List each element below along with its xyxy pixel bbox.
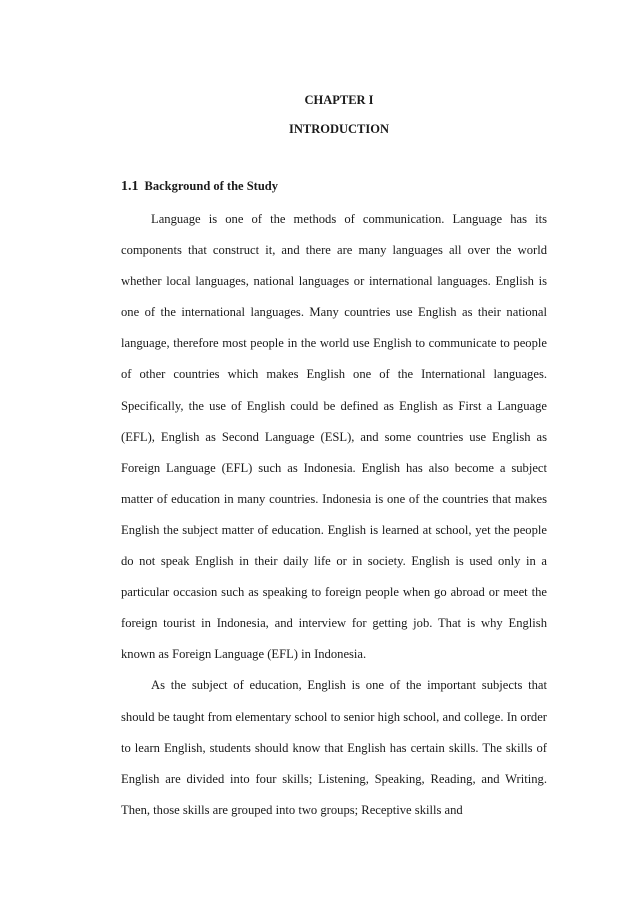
section-title: Background of the Study — [144, 179, 278, 193]
chapter-number: CHAPTER I — [304, 93, 374, 107]
section-heading — [121, 179, 278, 195]
paragraph: As the subject of education, English is one of the important subjects that should be taught from elementary school to senior high school, and college. In order to learn English, students should know that English has certain skills. The skills of English are divided into four skills; Listening, Speaking, Reading, and Writing. Then, those skills are grouped into two groups; Receptive skills and — [121, 678, 547, 817]
chapter-title: INTRODUCTION — [288, 122, 389, 136]
body-text — [121, 204, 547, 826]
section-number: 1.1 — [121, 179, 139, 194]
paragraph: Language is one of the methods of communication. Language has its components that construct it, and there are many languages all over the world whether local languages, national languages or international languages. English is one of the international languages. Many countries use English as their national language, therefore most people in the world use English to communicate to people of other countries which makes English one of the International languages. Specifically, the use of English could be defined as English as First a Language (EFL), English as Second Language (ESL), and some countries use English as Foreign Language (EFL) such as Indonesia. English has also become a subject matter of education in many countries. Indonesia is one of the countries that makes English the subject matter of education. English is learned at school, yet the people do not speak English in their daily life or in society. English is used only in a particular occasion such as speaking to foreign people when go abroad or meet the foreign tourist in Indonesia, and interview for getting job. That is why English known as Foreign Language (EFL) in Indonesia. — [121, 212, 547, 662]
